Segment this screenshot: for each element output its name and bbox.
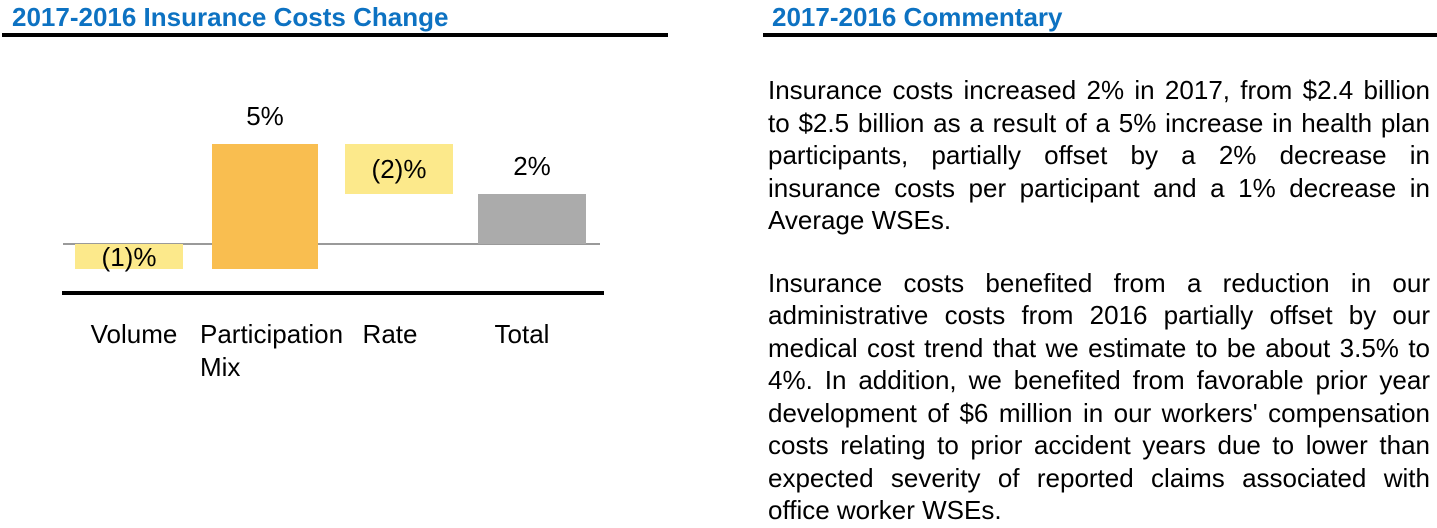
value-label-participation-mix: 5%	[246, 100, 284, 131]
commentary-paragraph-1: Insurance costs increased 2% in 2017, from $2.4 billion to $2.5 billion as a result of a 5% increase in health plan participants, partially offset by a 2% decrease in insurance costs per participant and a 1% decrease in Average WSEs.	[768, 75, 1430, 235]
right-title-underline	[763, 33, 1437, 37]
right-panel-title: 2017-2016 Commentary	[772, 2, 1063, 32]
chart-x-axis	[62, 291, 604, 295]
category-label-volume: Volume	[90, 319, 178, 349]
value-label-rate: (2)%	[371, 153, 427, 184]
category-label-total: Total	[494, 319, 550, 349]
value-label-volume: (1)%	[101, 241, 157, 272]
category-label-rate: Rate	[362, 319, 418, 349]
bar-total	[478, 194, 586, 244]
commentary-text	[768, 74, 1430, 527]
bar-participation-mix	[212, 144, 318, 270]
left-title-underline	[2, 33, 668, 37]
left-panel-title: 2017-2016 Insurance Costs Change	[12, 2, 449, 32]
value-label-total: 2%	[513, 150, 551, 181]
category-label-participation-mix: Participation Mix	[200, 319, 344, 382]
commentary-paragraph-2: Insurance costs benefited from a reduction in our administrative costs from 2016 partially offset by our medical cost trend that we estimate to be about 3.5% to 4%. In addition, we benefited from favorable prior year development of $6 million in our workers' compensation costs relating to prior accident years due to lower than expected severity of reported claims associated with office worker WSEs.	[768, 267, 1430, 525]
